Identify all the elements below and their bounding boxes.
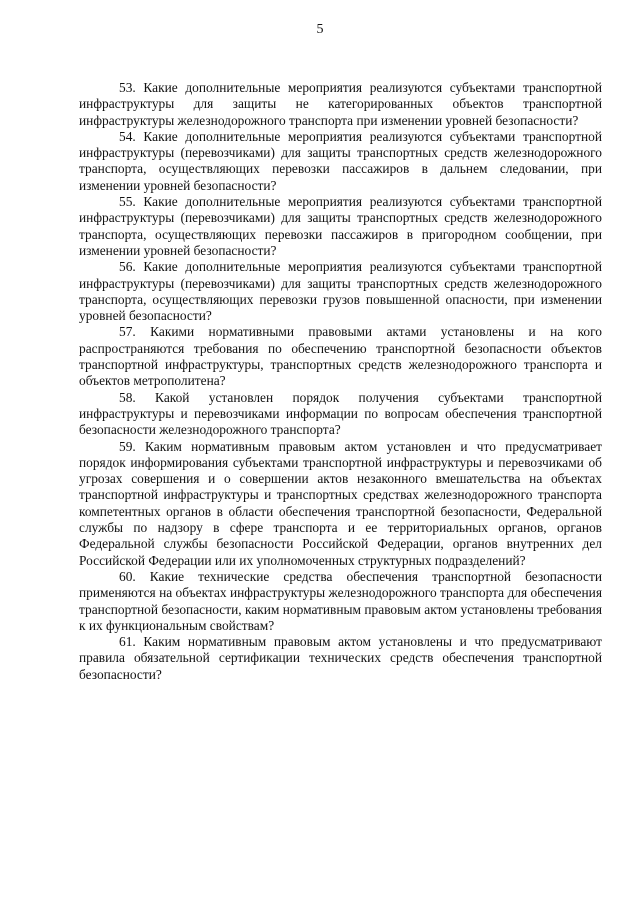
question-53: 53. Какие дополнительные мероприятия реализуются субъектами транспортной инфраструктуры для защиты не категорированных объектов транспортной инфраструктуры железнодорожного транспорта при изменении уровней безопасности?: [79, 80, 602, 128]
question-61: 61. Каким нормативным правовым актом установлены и что предусматривают правила обязательной сертификации технических средств обеспечения транспортной безопасности?: [79, 634, 602, 682]
question-56: 56. Какие дополнительные мероприятия реализуются субъектами транспортной инфраструктуры (перевозчиками) для защиты транспортных средств железнодорожного транспорта, осуществляющих перевозки грузов повышенной опасности, при изменении уровней безопасности?: [79, 259, 602, 324]
question-57: 57. Какими нормативными правовыми актами установлены и на кого распространяются требования по обеспечению транспортной безопасности объектов транспортной инфраструктуры, транспортных средств железнодорожного транспорта и объектов метрополитена?: [79, 324, 602, 389]
question-54: 54. Какие дополнительные мероприятия реализуются субъектами транспортной инфраструктуры (перевозчиками) для защиты транспортных средств железнодорожного транспорта, осуществляющих перевозки пассажиров в дальнем следовании, при изменении уровней безопасности?: [79, 128, 602, 193]
questions-list: [79, 80, 602, 683]
page-number: 5: [316, 22, 324, 37]
question-60: 60. Какие технические средства обеспечения транспортной безопасности применяются на объектах инфраструктуры железнодорожного транспорта для обеспечения транспортной безопасности, каким нормативным правовым актом установлены требования к их функциональным свойствам?: [79, 568, 602, 633]
question-55: 55. Какие дополнительные мероприятия реализуются субъектами транспортной инфраструктуры (перевозчиками) для защиты транспортных средств железнодорожного транспорта, осуществляющих перевозки пассажиров в пригородном сообщении, при изменении уровней безопасности?: [79, 194, 602, 258]
question-58: 58. Какой установлен порядок получения субъектами транспортной инфраструктуры и перевозчиками информации по вопросам обеспечения транспортной безопасности железнодорожного транспорта?: [79, 389, 602, 438]
question-59: 59. Каким нормативным правовым актом установлен и что предусматривает порядок информирования субъектами транспортной инфраструктуры и перевозчиками об угрозах совершения и о совершении актов незаконного вмешательства на объектах транспортной инфраструктуры и транспортных средствах железнодорожного транспорта компетентных органов в области обеспечения транспортной безопасности, Федеральной службы по надзору в сфере транспорта и ее территориальных органов, органов Федеральной службы безопасности Российской Федерации, органов внутренних дел Российской Федерации или их уполномоченных структурных подразделений?: [79, 438, 602, 568]
